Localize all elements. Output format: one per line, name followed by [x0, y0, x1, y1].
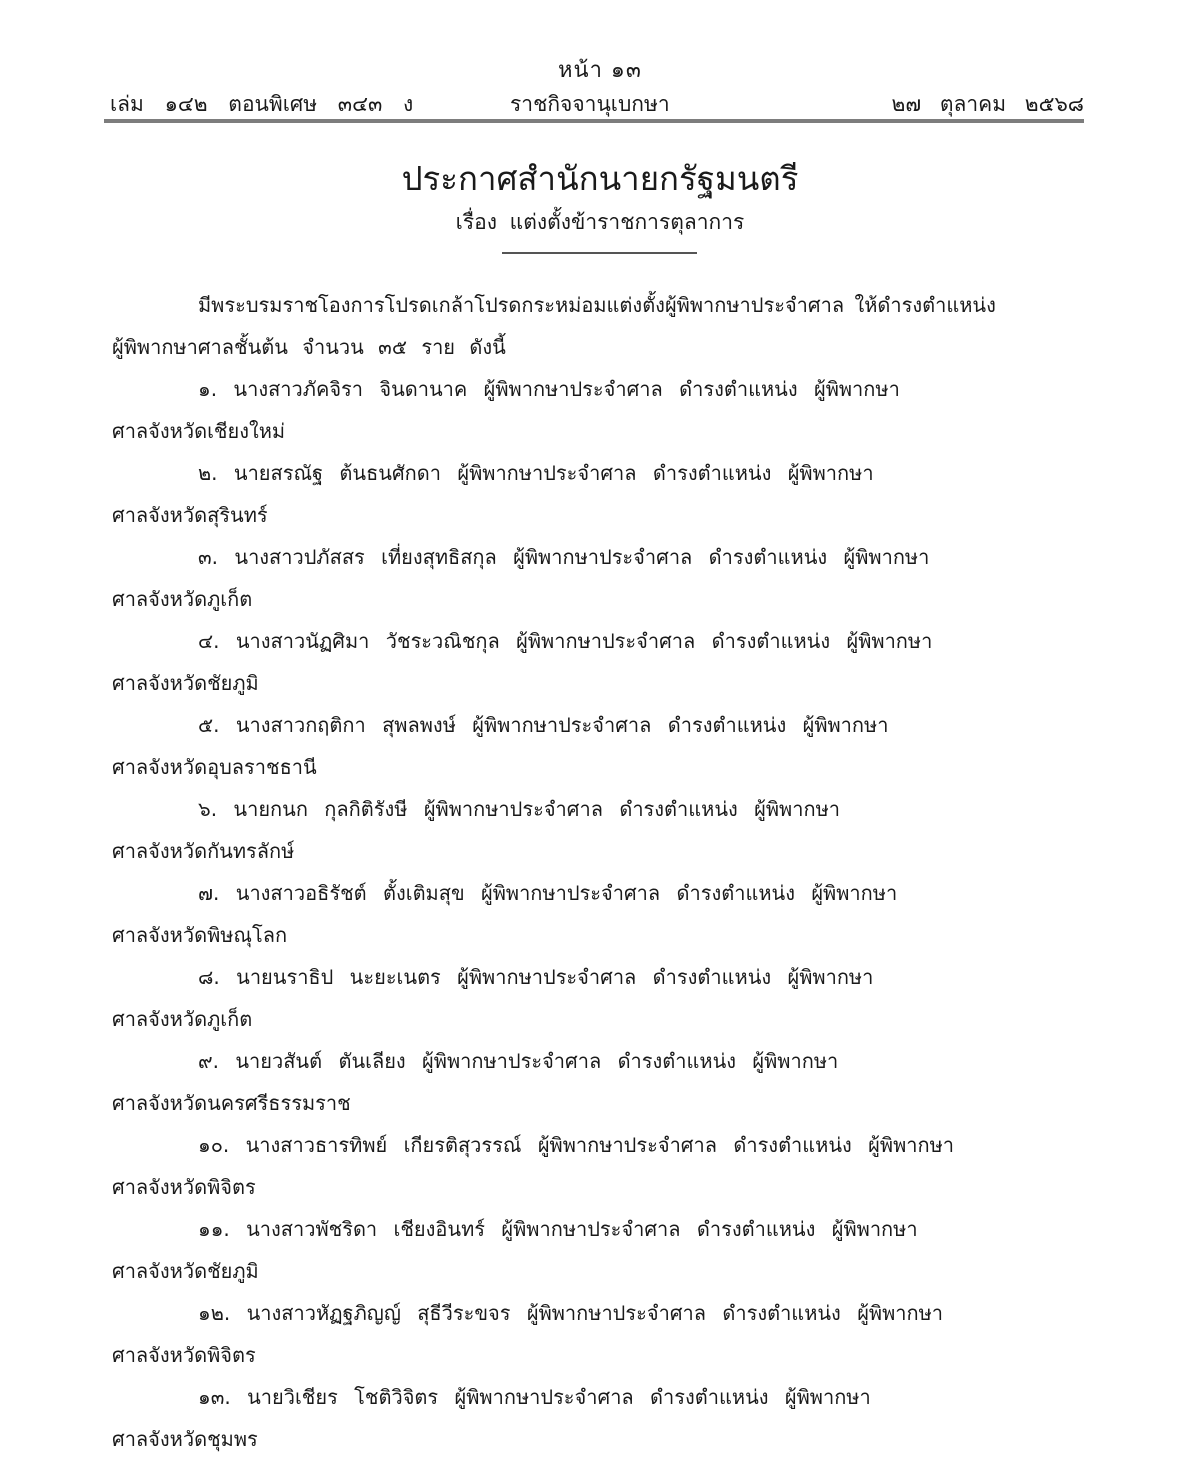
header-divider: [104, 119, 1084, 123]
entry-name: นายวสันต์ ตันเลียง: [235, 1049, 406, 1073]
entry-court: ศาลจังหวัดชัยภูมิ: [112, 1259, 259, 1283]
announcement-subject: เรื่อง แต่งตั้งข้าราชการตุลาการ: [455, 210, 745, 234]
appointment-list: [112, 368, 1076, 1460]
entry-no: ๘.: [198, 965, 220, 989]
entry-from: ผู้พิพากษาประจำศาล: [472, 713, 652, 737]
entry-court: ศาลจังหวัดชัยภูมิ: [112, 671, 259, 695]
entry-position: ผู้พิพากษา: [784, 1385, 871, 1409]
entry-from: ผู้พิพากษาประจำศาล: [501, 1217, 681, 1241]
gazette-name: ราชกิจจานุเบกษา: [510, 92, 670, 116]
entry-position: ผู้พิพากษา: [843, 545, 930, 569]
entry-action: ดำรงตำแหน่ง: [679, 377, 798, 401]
appointment-entry: [112, 1376, 1076, 1460]
appointment-entry: [112, 1292, 1076, 1376]
entry-main-line: [112, 1040, 1076, 1082]
entry-court: ศาลจังหวัดพิจิตร: [112, 1343, 256, 1367]
entry-position: ผู้พิพากษา: [752, 1049, 839, 1073]
entry-court: ศาลจังหวัดอุบลราชธานี: [112, 755, 317, 779]
entry-action: ดำรงตำแหน่ง: [676, 881, 795, 905]
entry-main-line: [112, 368, 1076, 410]
entry-position: ผู้พิพากษา: [787, 461, 874, 485]
entry-no: ๑๓.: [198, 1385, 231, 1409]
entry-court: ศาลจังหวัดพิษณุโลก: [112, 923, 288, 947]
appointment-entry: [112, 872, 1076, 956]
entry-main-line: [112, 956, 1076, 998]
entry-court: ศาลจังหวัดพิจิตร: [112, 1175, 256, 1199]
entry-name: นางสาวธารทิพย์ เกียรติสุวรรณ์: [245, 1133, 522, 1157]
title-underline: [502, 252, 697, 254]
gazette-header: [106, 88, 1084, 116]
entry-court: ศาลจังหวัดชุมพร: [112, 1427, 258, 1451]
entry-position: ผู้พิพากษา: [813, 377, 900, 401]
entry-no: ๗.: [198, 881, 220, 905]
intro-line-1: มีพระบรมราชโองการโปรดเกล้าโปรดกระหม่อมแต่งตั้งผู้พิพากษาประจำศาล ให้ดำรงตำแหน่ง: [198, 293, 996, 317]
entry-position: ผู้พิพากษา: [787, 965, 874, 989]
entry-from: ผู้พิพากษาประจำศาล: [483, 377, 663, 401]
entry-name: นางสาวนัฏศิมา วัชระวณิชกุล: [235, 629, 500, 653]
entry-position: ผู้พิพากษา: [857, 1301, 944, 1325]
entry-action: ดำรงตำแหน่ง: [667, 713, 787, 737]
entry-from: ผู้พิพากษาประจำศาล: [526, 1301, 706, 1325]
appointment-entry: [112, 704, 1076, 788]
entry-name: นายสรณัฐ ต้นธนศักดา: [233, 461, 441, 485]
entry-name: นายกนก กุลกิติรังษี: [233, 797, 408, 821]
appointment-entry: [112, 1208, 1076, 1292]
appointment-entry: [112, 788, 1076, 872]
entry-main-line: [112, 788, 1076, 830]
announcement-title: ประกาศสำนักนายกรัฐมนตรี: [401, 159, 799, 198]
entry-position: ผู้พิพากษา: [831, 1217, 918, 1241]
entry-name: นางสาวภัคจิรา จินดานาค: [233, 377, 468, 401]
entry-position: ผู้พิพากษา: [846, 629, 933, 653]
entry-court: ศาลจังหวัดภูเก็ต: [112, 587, 253, 611]
entry-from: ผู้พิพากษาประจำศาล: [423, 797, 603, 821]
entry-court: ศาลจังหวัดนครศรีธรรมราช: [112, 1091, 351, 1115]
entry-from: ผู้พิพากษาประจำศาล: [422, 1049, 602, 1073]
entry-from: ผู้พิพากษาประจำศาล: [480, 881, 661, 905]
entry-position: ผู้พิพากษา: [754, 797, 840, 821]
entry-main-line: [112, 1124, 1076, 1166]
entry-no: ๔.: [198, 629, 220, 653]
entry-name: นายนราธิป นะยะเนตร: [236, 965, 441, 989]
entry-action: ดำรงตำแหน่ง: [696, 1217, 816, 1241]
entry-no: ๙.: [198, 1049, 220, 1073]
entry-main-line: [112, 536, 1076, 578]
entry-name: นายวิเชียร โชติวิจิตร: [247, 1385, 439, 1409]
appointment-entry: [112, 956, 1076, 1040]
intro-line-2: ผู้พิพากษาศาลชั้นต้น จำนวน ๓๕ ราย ดังนี้: [112, 335, 506, 359]
entry-from: ผู้พิพากษาประจำศาล: [457, 965, 637, 989]
entry-action: ดำรงตำแหน่ง: [652, 965, 772, 989]
entry-action: ดำรงตำแหน่ง: [711, 629, 831, 653]
entry-court: ศาลจังหวัดสุรินทร์: [112, 503, 268, 527]
entry-main-line: [112, 1208, 1076, 1250]
entry-action: ดำรงตำแหน่ง: [650, 1385, 769, 1409]
appointment-entry: [112, 536, 1076, 620]
entry-position: ผู้พิพากษา: [802, 713, 889, 737]
entry-court: ศาลจังหวัดกันทรลักษ์: [112, 839, 295, 863]
entry-position: ผู้พิพากษา: [811, 881, 898, 905]
appointment-entry: [112, 1040, 1076, 1124]
entry-court: ศาลจังหวัดเชียงใหม่: [112, 419, 286, 443]
entry-action: ดำรงตำแหน่ง: [722, 1301, 841, 1325]
entry-from: ผู้พิพากษาประจำศาล: [454, 1385, 634, 1409]
entry-no: ๓.: [198, 545, 219, 569]
entry-no: ๑๒.: [198, 1301, 231, 1325]
entry-action: ดำรงตำแหน่ง: [652, 461, 772, 485]
entry-main-line: [112, 452, 1076, 494]
document-body: [112, 284, 1076, 1460]
entry-no: ๖.: [198, 797, 218, 821]
entry-name: นางสาวพัชริดา เชียงอินทร์: [246, 1217, 486, 1241]
entry-no: ๑๐.: [198, 1133, 230, 1157]
entry-court: ศาลจังหวัดภูเก็ต: [112, 1007, 253, 1031]
entry-no: ๑๑.: [198, 1217, 230, 1241]
gazette-date: ๒๗ ตุลาคม ๒๕๖๘: [891, 92, 1084, 116]
entry-main-line: [112, 620, 1076, 662]
entry-name: นางสาวกฤติกา สุพลพงษ์: [235, 713, 456, 737]
entry-action: ดำรงตำแหน่ง: [619, 797, 738, 821]
entry-main-line: [112, 872, 1076, 914]
appointment-entry: [112, 620, 1076, 704]
entry-name: นางสาวอธิรัชต์ ตั้งเติมสุข: [235, 881, 465, 905]
gazette-volume-issue: เล่ม ๑๔๒ ตอนพิเศษ ๓๔๓ ง: [110, 92, 414, 116]
entry-action: ดำรงตำแหน่ง: [617, 1049, 737, 1073]
entry-name: นางสาวปภัสสร เที่ยงสุทธิสกุล: [234, 545, 497, 569]
appointment-entry: [112, 1124, 1076, 1208]
entry-main-line: [112, 1376, 1076, 1418]
entry-from: ผู้พิพากษาประจำศาล: [537, 1133, 717, 1157]
entry-from: ผู้พิพากษาประจำศาล: [457, 461, 637, 485]
entry-action: ดำรงตำแหน่ง: [708, 545, 828, 569]
entry-name: นางสาวหัฏฐภิญญ์ สุธีวีระขจร: [246, 1301, 511, 1325]
appointment-entry: [112, 452, 1076, 536]
entry-position: ผู้พิพากษา: [868, 1133, 955, 1157]
entry-main-line: [112, 704, 1076, 746]
entry-main-line: [112, 1292, 1076, 1334]
entry-action: ดำรงตำแหน่ง: [733, 1133, 852, 1157]
entry-no: ๒.: [198, 461, 218, 485]
appointment-entry: [112, 368, 1076, 452]
entry-no: ๑.: [198, 377, 218, 401]
entry-from: ผู้พิพากษาประจำศาล: [513, 545, 693, 569]
entry-from: ผู้พิพากษาประจำศาล: [516, 629, 696, 653]
page-number: หน้า ๑๓: [558, 58, 642, 83]
entry-no: ๕.: [198, 713, 220, 737]
